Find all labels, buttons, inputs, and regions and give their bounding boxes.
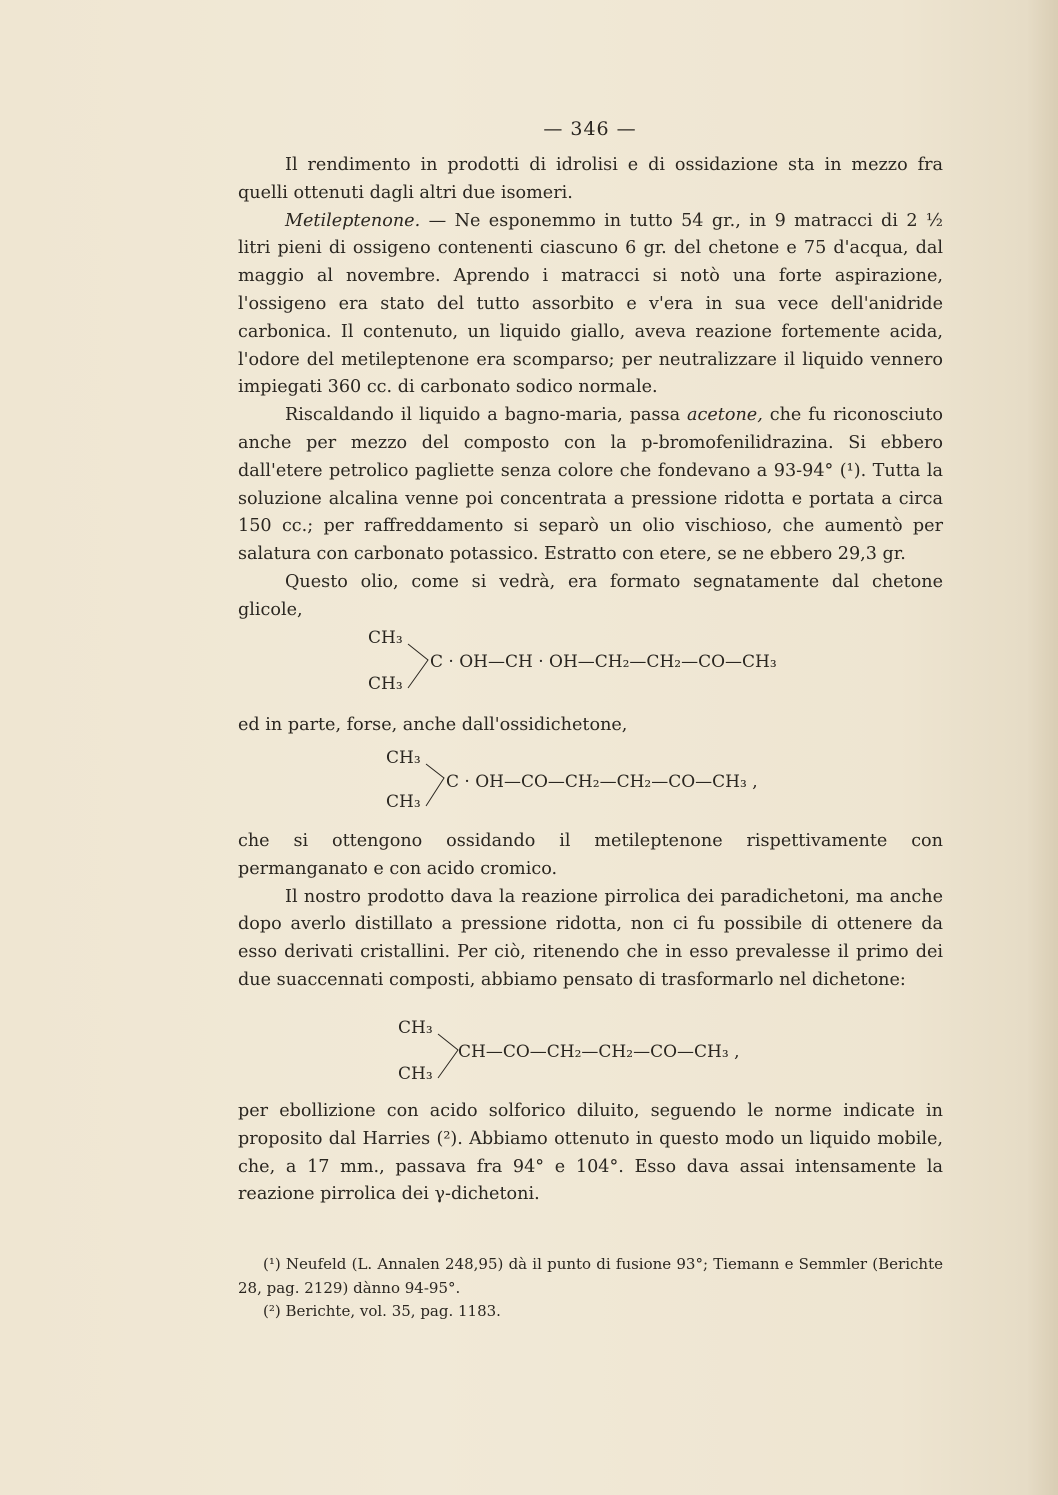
paragraph-2: Metileptenone. — Ne esponemmo in tutto 54 gr., in 9 matracci di 2 ½ litri pieni di ossigeno contenenti ciascuno 6 gr. del chetone e 75 d'acqua, dal maggio al novembre. Aprendo i matracci si notò una forte aspirazione, l'ossigeno era stato del tutto assorbito e v'era in sua vece dell'anidride carbonica. Il contenuto, un liquido giallo, aveva reazione fortemente acida, l'odore del metileptenone era scomparso; per neutralizzare il liquido vennero impiegati 360 cc. di carbonato sodico normale. <box>238 210 943 398</box>
formula2-ch3-bottom: CH₃ <box>386 792 421 812</box>
text-block-2 <box>238 712 943 740</box>
formula1-bracket <box>402 634 432 694</box>
text-block-3 <box>238 828 943 995</box>
acetone-term: acetone, <box>687 405 763 426</box>
page-number: — 346 — <box>543 118 637 140</box>
formula1-main: C · OH—CH · OH—CH₂—CH₂—CO—CH₃ <box>430 652 777 672</box>
formula3-ch3-top: CH₃ <box>398 1018 433 1038</box>
paragraph-7: Il nostro prodotto dava la reazione pirrolica dei paradichetoni, ma anche dopo averlo distillato a pressione ridotta, non ci fu possibile di ottenere da esso derivati cristallini. Per ciò, ritenendo che in esso prevalesse il primo dei due suaccennati composti, abbiamo pensato di trasformarlo nel dichetone: <box>238 886 943 990</box>
formula3-ch3-bottom: CH₃ <box>398 1064 433 1084</box>
paragraph-1: Il rendimento in prodotti di idrolisi e di ossidazione sta in mezzo fra quelli ottenuti dagli altri due isomeri. <box>238 155 943 203</box>
text-block-1 <box>238 152 943 625</box>
formula1-ch3-bottom: CH₃ <box>368 674 403 694</box>
section-title: Metileptenone. <box>285 210 421 231</box>
formula2-main: C · OH—CO—CH₂—CH₂—CO—CH₃ , <box>446 772 758 792</box>
paragraph-5: ed in parte, forse, anche dall'ossidichetone, <box>238 715 628 735</box>
paragraph-4: Questo olio, come si vedrà, era formato segnatamente dal chetone glicole, <box>238 571 943 620</box>
paragraph-3: Riscaldando il liquido a bagno-maria, passa acetone, che fu riconosciuto anche per mezzo del composto con la p-bromofenilidrazina. Si ebbero dall'etere petrolico pagliette senza colore che fondevano a 93-94° (¹). Tutta la soluzione alcalina venne poi concentrata a pressione ridotta e portata a circa 150 cc.; per raffreddamento si separò un olio vischioso, che aumentò per salatura con carbonato potassico. Estratto con etere, se ne ebbero 29,3 gr. <box>238 405 943 565</box>
paragraph-8: per ebollizione con acido solforico diluito, seguendo le norme indicate in proposito dal Harries (²). Abbiamo ottenuto in questo modo un liquido mobile, che, a 17 mm., passava fra 94° e 104°. Esso dava assai intensamente la reazione pirrolica dei γ-dichetoni. <box>238 1101 943 1205</box>
formula1-ch3-top: CH₃ <box>368 628 403 648</box>
formula3-main: CH—CO—CH₂—CH₂—CO—CH₃ , <box>458 1042 740 1062</box>
paragraph-6: che si ottengono ossidando il metileptenone rispettivamente con permanganato e con acido cromico. <box>238 831 943 879</box>
footnotes <box>238 1253 943 1324</box>
text-block-4 <box>238 1098 943 1209</box>
footnote-1: (¹) Neufeld (L. Annalen 248,95) dà il punto di fusione 93°; Tiemann e Semmler (Berichte 28, pag. 2129) dànno 94-95°. <box>238 1255 943 1297</box>
formula2-ch3-top: CH₃ <box>386 748 421 768</box>
footnote-2: (²) Berichte, vol. 35, pag. 1183. <box>263 1302 501 1320</box>
